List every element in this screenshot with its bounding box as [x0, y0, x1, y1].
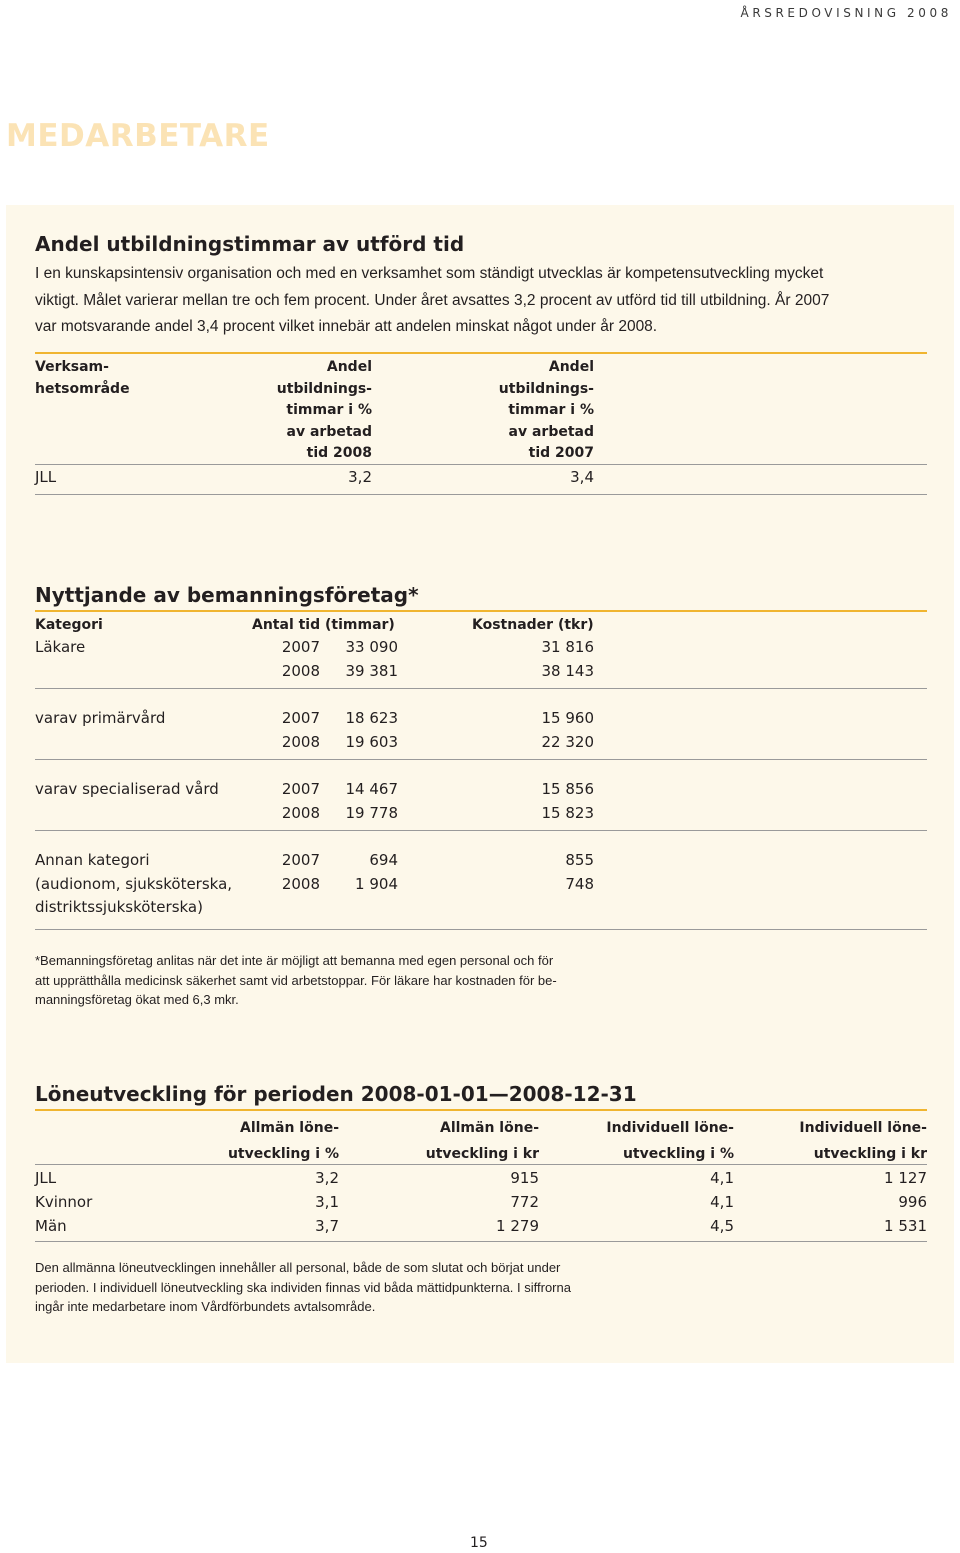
training-row-2007: 3,4	[570, 468, 594, 486]
staffing-hours: 19 603	[345, 733, 398, 751]
salary-value: 772	[510, 1193, 539, 1211]
staffing-cost: 15 823	[541, 804, 594, 822]
training-text-line: var motsvarande andel 3,4 procent vilket innebär att andelen minskat något under år 2008.	[35, 318, 658, 335]
staffing-year: 2007	[281, 780, 320, 798]
staffing-year: 2008	[281, 662, 320, 680]
running-header: ÅRSREDOVISNING 2008	[740, 6, 952, 20]
training-text	[35, 261, 935, 341]
header-line: Allmän löne-	[440, 1120, 539, 1136]
training-bottom-rule	[35, 494, 927, 495]
staffing-group-label: varav specialiserad vård	[35, 780, 219, 798]
header-line: Individuell löne-	[799, 1120, 927, 1136]
salary-header-rule	[35, 1164, 927, 1165]
staffing-year: 2007	[281, 638, 320, 656]
footnote-line: manningsföretag ökat med 6,3 mkr.	[35, 992, 239, 1007]
header-line: hetsområde	[35, 380, 130, 397]
header-line: Andel	[548, 359, 594, 375]
header-line: tid 2008	[306, 445, 372, 461]
header-line: Individuell löne-	[606, 1120, 734, 1136]
training-row-2008: 3,2	[348, 468, 372, 486]
staffing-hours: 19 778	[345, 804, 398, 822]
header-line: utveckling i %	[622, 1146, 734, 1162]
salary-value: 3,1	[315, 1193, 339, 1211]
staffing-heading: Nyttjande av bemanningsföretag*	[35, 583, 419, 607]
footnote-line: att upprätthålla medicinsk säkerhet samt vid arbetstoppar. För läkare har kostnaden för be-	[35, 972, 557, 988]
salary-value: 996	[898, 1193, 927, 1211]
staffing-footnote	[35, 951, 635, 1010]
salary-heading: Löneutveckling för perioden 2008-01-01—2008-12-31	[35, 1082, 637, 1106]
header-line: timmar i %	[508, 402, 594, 418]
staffing-year: 2007	[281, 851, 320, 869]
staffing-table-top-rule	[35, 610, 927, 612]
staffing-group-label: varav primärvård	[35, 709, 166, 727]
header-line: av arbetad	[286, 423, 372, 440]
salary-col-header-3	[574, 1115, 734, 1167]
salary-table-top-rule	[35, 1109, 927, 1111]
salary-row-label: Män	[35, 1217, 67, 1235]
staffing-hours: 1 904	[355, 875, 398, 893]
training-text-line: viktigt. Målet varierar mellan tre och fem procent. Under året avsattes 3,2 procent av utförd tid till utbildning. År 2007	[35, 291, 830, 309]
page-number: 15	[470, 1535, 488, 1551]
staffing-col-time-header: Antal tid (timmar)	[252, 617, 395, 633]
header-line: Andel	[326, 359, 372, 375]
salary-value: 4,5	[710, 1217, 734, 1235]
header-line: utveckling i kr	[425, 1146, 539, 1162]
staffing-group-rule	[35, 830, 927, 831]
salary-col-header-2	[379, 1115, 539, 1167]
staffing-hours: 14 467	[345, 780, 398, 798]
staffing-cost: 855	[565, 851, 594, 869]
note-line: Den allmänna löneutvecklingen innehåller all personal, både de som slutat och börjat under	[35, 1260, 561, 1275]
salary-value: 3,7	[315, 1217, 339, 1235]
training-row-area: JLL	[35, 468, 57, 486]
salary-value: 4,1	[710, 1193, 734, 1211]
staffing-col-cost-header: Kostnader (tkr)	[472, 617, 594, 633]
salary-bottom-rule	[35, 1241, 927, 1242]
staffing-year: 2008	[281, 804, 320, 822]
label-line: distriktssjuksköterska)	[35, 898, 203, 916]
salary-col-header-4	[747, 1115, 927, 1167]
staffing-cost: 15 856	[541, 780, 594, 798]
header-line: timmar i %	[286, 402, 372, 418]
training-heading: Andel utbildningstimmar av utförd tid	[35, 232, 465, 256]
salary-value: 1 531	[884, 1217, 927, 1235]
salary-value: 1 279	[496, 1217, 539, 1235]
label-line: Annan kategori	[35, 851, 150, 869]
staffing-hours: 18 623	[345, 709, 398, 727]
staffing-hours: 694	[369, 851, 398, 869]
staffing-group-rule	[35, 688, 927, 689]
staffing-bottom-rule	[35, 929, 927, 930]
training-col-area-header	[35, 357, 130, 400]
staffing-group-rule	[35, 759, 927, 760]
footnote-line: *Bemanningsföretag anlitas när det inte är möjligt att bemanna med egen personal och för	[35, 953, 554, 968]
salary-row-label: JLL	[35, 1169, 57, 1187]
salary-value: 4,1	[710, 1169, 734, 1187]
staffing-col-category-header: Kategori	[35, 617, 103, 633]
header-line: utbildnings-	[276, 380, 372, 397]
staffing-cost: 31 816	[541, 638, 594, 656]
staffing-hours: 39 381	[345, 662, 398, 680]
staffing-year: 2008	[281, 875, 320, 893]
staffing-cost: 748	[565, 875, 594, 893]
training-text-line: I en kunskapsintensiv organisation och med en verksamhet som ständigt utvecklas är kompetensutveckling mycket	[35, 265, 824, 282]
header-line: tid 2007	[528, 445, 594, 461]
staffing-cost: 38 143	[541, 662, 594, 680]
salary-value: 3,2	[315, 1169, 339, 1187]
training-header-rule	[35, 464, 927, 465]
header-line: utbildnings-	[498, 380, 594, 397]
training-col-2007-header	[434, 357, 594, 465]
staffing-group-label: Läkare	[35, 638, 86, 656]
staffing-hours: 33 090	[345, 638, 398, 656]
salary-col-header-1	[179, 1115, 339, 1167]
header-line: Verksam-	[35, 359, 109, 375]
staffing-group-label	[35, 849, 232, 920]
salary-value: 1 127	[884, 1169, 927, 1187]
salary-note	[35, 1258, 655, 1317]
training-col-2008-header	[212, 357, 372, 465]
header-line: utveckling i kr	[813, 1146, 927, 1162]
header-line: Allmän löne-	[240, 1120, 339, 1136]
training-table-top-rule	[35, 352, 927, 354]
salary-value: 915	[510, 1169, 539, 1187]
staffing-year: 2008	[281, 733, 320, 751]
header-line: utveckling i %	[227, 1146, 339, 1162]
note-line: ingår inte medarbetare inom Vårdförbundets avtalsområde.	[35, 1299, 376, 1314]
staffing-cost: 22 320	[541, 733, 594, 751]
header-line: av arbetad	[508, 423, 594, 440]
staffing-cost: 15 960	[541, 709, 594, 727]
staffing-year: 2007	[281, 709, 320, 727]
note-line: perioden. I individuell löneutveckling ska individen finnas vid båda mättidpunkterna. I siffrorna	[35, 1279, 571, 1295]
label-line: (audionom, sjuksköterska,	[35, 874, 233, 893]
salary-row-label: Kvinnor	[35, 1193, 93, 1211]
page-title: MEDARBETARE	[6, 118, 270, 154]
